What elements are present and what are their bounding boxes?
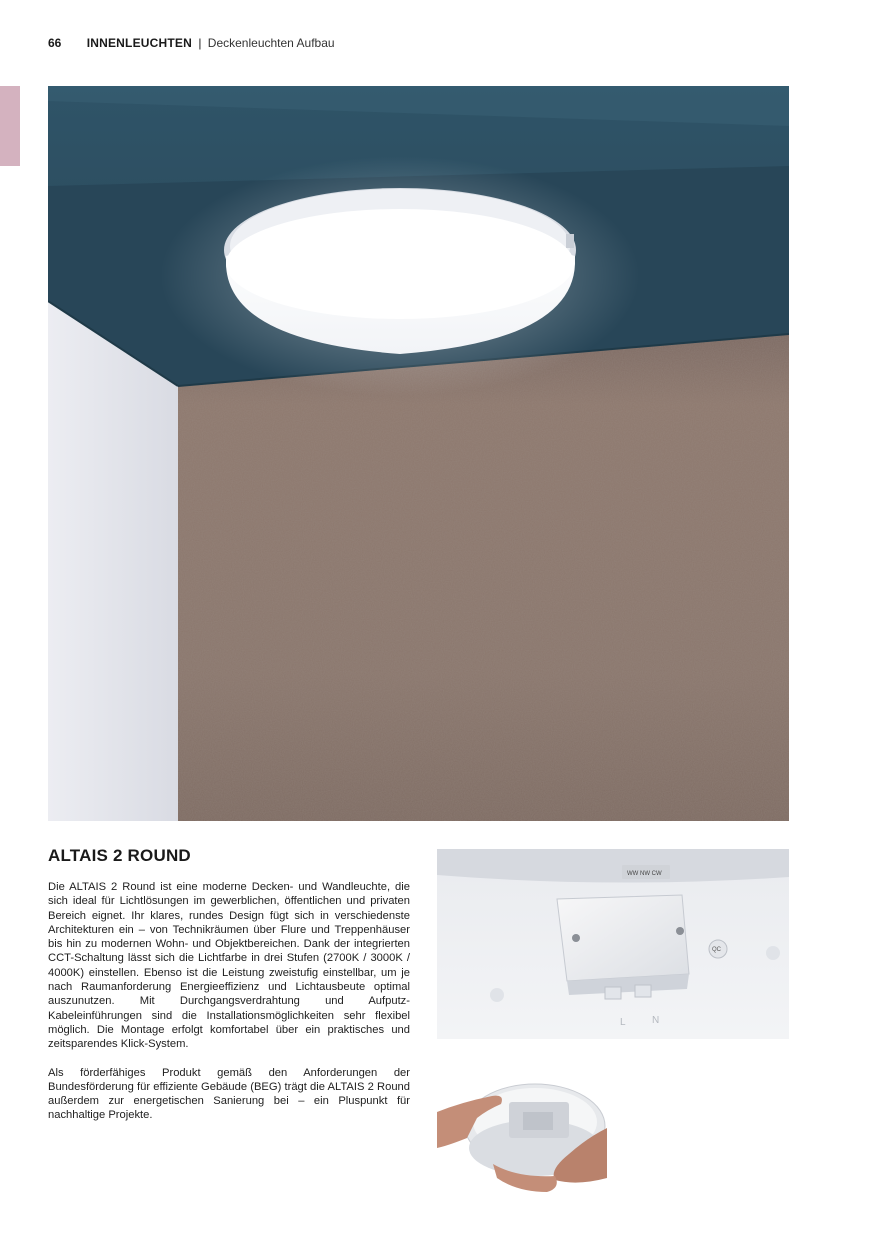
subsection-title: Deckenleuchten Aufbau: [207, 36, 335, 50]
header-separator: |: [198, 36, 202, 50]
section-tab-marker: [0, 86, 20, 166]
hero-photo: [48, 86, 789, 821]
terminal-n-label: N: [652, 1015, 660, 1026]
product-title: ALTAIS 2 ROUND: [48, 846, 191, 865]
page-number: 66: [48, 36, 62, 50]
product-description: [48, 880, 410, 1137]
terminal-l-label: L: [620, 1017, 626, 1028]
page-header: [48, 36, 335, 50]
qc-badge: QC: [712, 947, 721, 953]
mounting-photo: [437, 1068, 607, 1202]
description-paragraph: Als förderfähiges Produkt gemäß den Anforderungen der Bundesförderung für effiziente Gebäude (BEG) trägt die ALTAIS 2 Round außerdem zur energetischen Sanierung bei – ein Pluspunkt für nachhaltige Projekte.: [48, 1066, 410, 1122]
section-title: INNENLEUCHTEN: [86, 36, 192, 50]
detail-photo: [437, 849, 789, 1039]
switch-label: WW NW CW: [627, 871, 662, 877]
description-paragraph: Die ALTAIS 2 Round ist eine moderne Decken- und Wandleuchte, die sich ideal für Lichtlösungen im gewerblichen, öffentlichen und privaten Bereich eignet. Ihr klares, rundes Design fügt sich in verschiedenste Architekturen ein – von Technikräumen über Flure und Treppenhäuser bis hin zu modernen Wohn- und Objektbereichen. Dank der integrierten CCT-Schaltung lässt sich die Lichtfarbe in drei Stufen (2700K / 3000K / 4000K) einstellen. Ebenso ist die Leistung zweistufig einstellbar, um je nach Raumanforderung Energieeffizienz und Lichtausbeute optimal auszunutzen. Mit Durchgangsverdrahtung und Aufputz-Kabeleinführungen sind die Installationsmöglichkeiten sehr flexibel möglich. Die Montage erfolgt komfortabel über ein praktisches und zeitsparendes Klick-System.: [48, 881, 410, 1051]
